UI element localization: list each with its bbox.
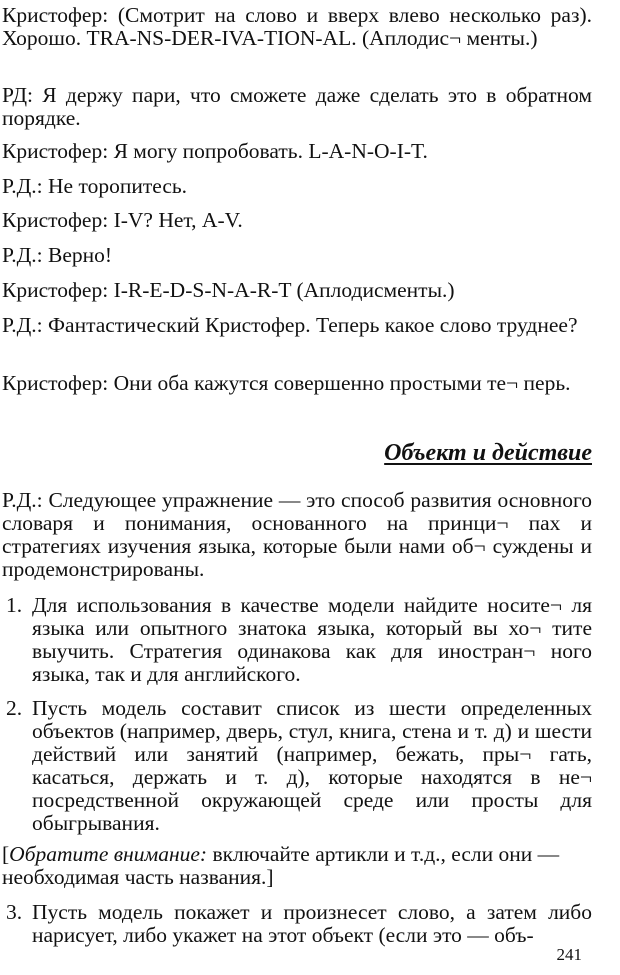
- list-item-text: Пусть модель покажет и произнесет слово, а затем либо нарисует, либо укажет на этот объект (если это — объ-: [32, 900, 592, 947]
- list-item-text: Пусть модель составит список из шести определенных объектов (например, дверь, стул, книга, стена и т. д) и шести действий или занятий (например, бежать, пры¬ гать, касаться, держать и т. д), которые находятся в не¬ посредственной окружающей среде или просты для обыгрывания.: [32, 696, 592, 835]
- dialogue-paragraph-2: РД: Я держу пари, что сможете даже сделать это в обратном порядке.: [2, 83, 592, 130]
- list-item-number: 3.: [6, 900, 23, 924]
- dialogue-paragraph-5: Кристофер: I-V? Нет, A-V.: [2, 208, 243, 232]
- dialogue-paragraph-3: Кристофер: Я могу попробовать. L-A-N-O-I-T.: [2, 139, 428, 163]
- list-item-number: 2.: [6, 696, 23, 720]
- note-paragraph: [2, 843, 612, 889]
- dialogue-paragraph-9: Кристофер: Они оба кажутся совершенно простыми те¬ перь.: [2, 371, 571, 395]
- intro-paragraph: Р.Д.: Следующее упражнение — это способ развития основного словаря и понимания, основанного на принци¬ пах и стратегиях изучения языка, которые были нами об¬ суждены и продемонстрированы.: [2, 488, 592, 581]
- dialogue-paragraph-1: Кристофер: (Смотрит на слово и вверх влево несколько раз). Хорошо. TRA-NS-DER-IVA-TION-AL. (Аплодис¬ менты.): [2, 3, 592, 50]
- note-open-bracket: [: [2, 842, 10, 866]
- dialogue-paragraph-6: Р.Д.: Верно!: [2, 243, 113, 267]
- dialogue-paragraph-4: Р.Д.: Не торопитесь.: [2, 174, 188, 198]
- dialogue-paragraph-7: Кристофер: I-R-E-D-S-N-A-R-T (Аплодисменты.): [2, 278, 455, 302]
- list-item: [2, 594, 592, 686]
- list-item-number: 1.: [6, 593, 23, 617]
- list-item: [2, 697, 592, 835]
- dialogue-paragraph-8: Р.Д.: Фантастический Кристофер. Теперь какое слово труднее?: [2, 313, 578, 337]
- list-item: [2, 901, 592, 947]
- note-text: включайте артикли и т.д., если они — необходимая часть названия.]: [2, 842, 560, 889]
- section-heading: Объект и действие: [384, 440, 592, 466]
- note-label: Обратите внимание:: [9, 842, 208, 866]
- list-item-text: Для использования в качестве модели найдите носите¬ ля языка или опытного знатока языка, который вы хо¬ тите выучить. Стратегия одинакова как для иностран¬ ного языка, так и для английского.: [32, 593, 592, 686]
- page-number: 241: [556, 945, 582, 964]
